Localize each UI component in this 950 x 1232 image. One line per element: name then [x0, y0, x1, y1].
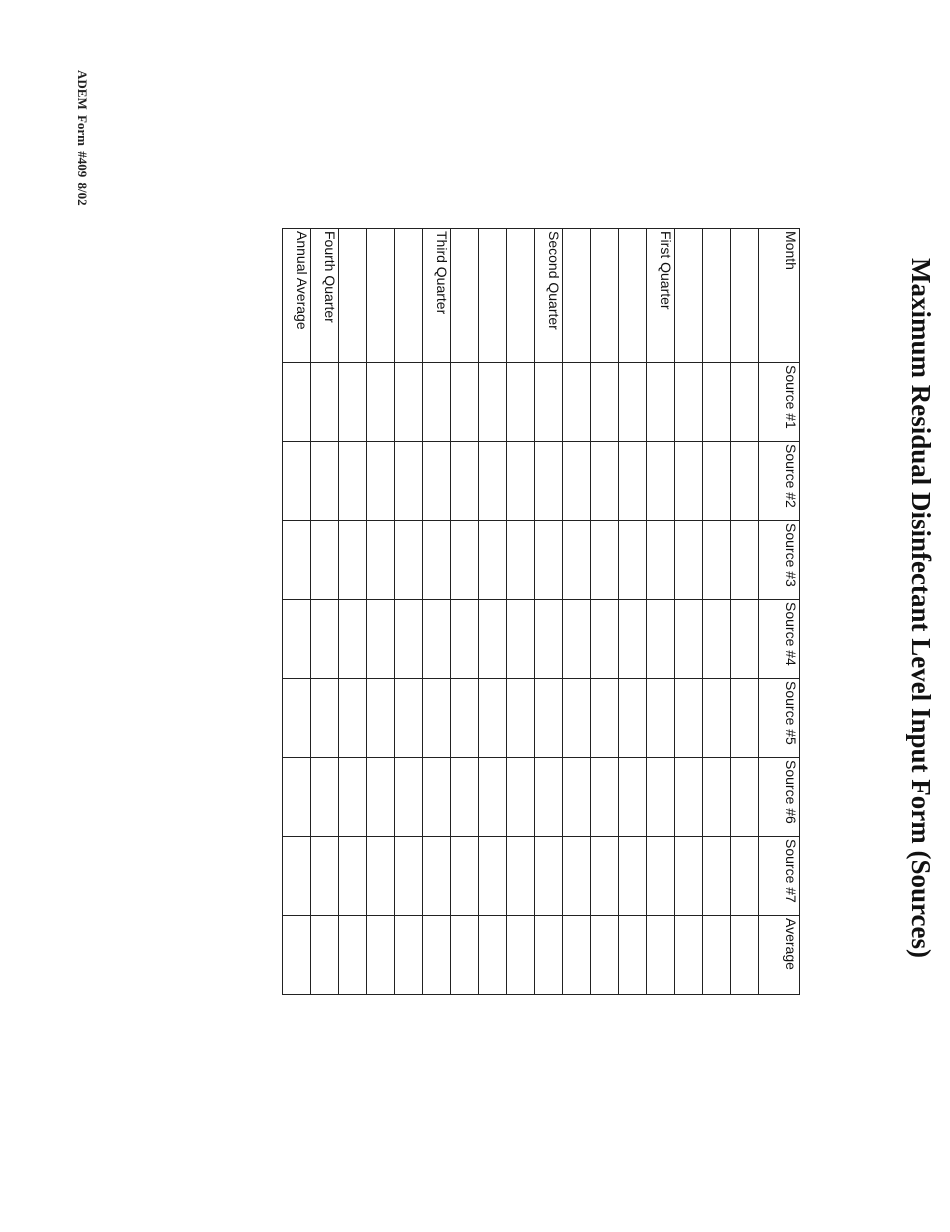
- input-cell[interactable]: [563, 442, 591, 521]
- input-cell[interactable]: [451, 363, 479, 442]
- input-cell[interactable]: [591, 679, 619, 758]
- input-cell[interactable]: [703, 916, 731, 995]
- input-cell[interactable]: [619, 837, 647, 916]
- column-header: Source #7: [759, 837, 800, 916]
- input-cell[interactable]: [311, 600, 339, 679]
- input-cell[interactable]: [647, 600, 675, 679]
- input-cell[interactable]: [619, 758, 647, 837]
- table-row: [423, 229, 451, 995]
- input-cell[interactable]: [479, 758, 507, 837]
- input-cell[interactable]: [563, 916, 591, 995]
- input-cell[interactable]: [283, 916, 311, 995]
- column-header: Average: [759, 916, 800, 995]
- input-cell[interactable]: [479, 837, 507, 916]
- input-cell[interactable]: [395, 837, 423, 916]
- input-cell[interactable]: [591, 363, 619, 442]
- input-cell[interactable]: [731, 521, 759, 600]
- row-label: [703, 229, 731, 363]
- input-cell[interactable]: [535, 916, 563, 995]
- input-cell[interactable]: [367, 600, 395, 679]
- input-cell[interactable]: [451, 679, 479, 758]
- input-cell[interactable]: [451, 442, 479, 521]
- input-cell[interactable]: [283, 837, 311, 916]
- input-cell[interactable]: [451, 600, 479, 679]
- row-label: [563, 229, 591, 363]
- input-cell[interactable]: [507, 916, 535, 995]
- input-cell[interactable]: [395, 600, 423, 679]
- input-cell[interactable]: [423, 442, 451, 521]
- input-cell[interactable]: [563, 679, 591, 758]
- input-cell[interactable]: [311, 837, 339, 916]
- input-cell[interactable]: [395, 758, 423, 837]
- input-cell[interactable]: [675, 600, 703, 679]
- input-cell[interactable]: [283, 758, 311, 837]
- table-row: [619, 229, 647, 995]
- input-cell[interactable]: [395, 679, 423, 758]
- column-header: Source #1: [759, 363, 800, 442]
- input-cell[interactable]: [675, 442, 703, 521]
- table-row: [591, 229, 619, 995]
- input-cell[interactable]: [395, 363, 423, 442]
- input-cell[interactable]: [647, 758, 675, 837]
- input-cell[interactable]: [339, 521, 367, 600]
- input-cell[interactable]: [591, 758, 619, 837]
- input-cell[interactable]: [339, 679, 367, 758]
- input-cell[interactable]: [675, 837, 703, 916]
- input-cell[interactable]: [703, 521, 731, 600]
- input-cell[interactable]: [619, 916, 647, 995]
- input-cell[interactable]: [507, 521, 535, 600]
- input-cell[interactable]: [563, 837, 591, 916]
- row-label: [339, 229, 367, 363]
- row-label: [731, 229, 759, 363]
- input-cell[interactable]: [731, 442, 759, 521]
- input-cell[interactable]: [507, 679, 535, 758]
- input-cell[interactable]: [283, 600, 311, 679]
- table-row: [507, 229, 535, 995]
- header-row: [759, 229, 800, 995]
- input-cell[interactable]: [367, 916, 395, 995]
- input-cell[interactable]: [479, 600, 507, 679]
- input-table: [282, 228, 800, 995]
- input-cell[interactable]: [367, 679, 395, 758]
- input-cell[interactable]: [451, 758, 479, 837]
- table-row: [339, 229, 367, 995]
- input-cell[interactable]: [451, 916, 479, 995]
- input-cell[interactable]: [339, 442, 367, 521]
- input-cell[interactable]: [535, 758, 563, 837]
- input-cell[interactable]: [339, 600, 367, 679]
- input-cell[interactable]: [619, 442, 647, 521]
- input-cell[interactable]: [731, 837, 759, 916]
- input-cell[interactable]: [395, 442, 423, 521]
- input-cell[interactable]: [703, 837, 731, 916]
- input-cell[interactable]: [647, 837, 675, 916]
- input-cell[interactable]: [507, 363, 535, 442]
- input-cell[interactable]: [479, 916, 507, 995]
- input-cell[interactable]: [423, 600, 451, 679]
- row-label: [507, 229, 535, 363]
- input-cell[interactable]: [423, 679, 451, 758]
- input-cell[interactable]: [647, 521, 675, 600]
- input-cell[interactable]: [703, 679, 731, 758]
- input-cell[interactable]: [703, 600, 731, 679]
- row-label: [675, 229, 703, 363]
- input-cell[interactable]: [731, 363, 759, 442]
- column-header: Month: [759, 229, 800, 363]
- input-cell[interactable]: [507, 837, 535, 916]
- input-cell[interactable]: [535, 363, 563, 442]
- row-label: [367, 229, 395, 363]
- input-cell[interactable]: [479, 442, 507, 521]
- input-cell[interactable]: [619, 679, 647, 758]
- column-header: Source #4: [759, 600, 800, 679]
- input-cell[interactable]: [535, 442, 563, 521]
- input-cell[interactable]: [535, 837, 563, 916]
- input-cell[interactable]: [591, 837, 619, 916]
- input-cell[interactable]: [591, 600, 619, 679]
- row-label: [591, 229, 619, 363]
- input-cell[interactable]: [367, 837, 395, 916]
- input-cell[interactable]: [675, 521, 703, 600]
- row-label: [479, 229, 507, 363]
- input-cell[interactable]: [311, 442, 339, 521]
- column-header: Source #2: [759, 442, 800, 521]
- input-cell[interactable]: [563, 521, 591, 600]
- input-cell[interactable]: [731, 600, 759, 679]
- input-cell[interactable]: [283, 679, 311, 758]
- input-cell[interactable]: [367, 521, 395, 600]
- table-row: [283, 229, 311, 995]
- table-row: [395, 229, 423, 995]
- input-cell[interactable]: [311, 916, 339, 995]
- input-cell[interactable]: [395, 521, 423, 600]
- row-label: Annual Average: [283, 229, 311, 363]
- input-cell[interactable]: [479, 363, 507, 442]
- input-cell[interactable]: [731, 679, 759, 758]
- column-header: Source #3: [759, 521, 800, 600]
- row-label: [451, 229, 479, 363]
- input-cell[interactable]: [731, 758, 759, 837]
- input-cell[interactable]: [507, 758, 535, 837]
- input-cell[interactable]: [283, 442, 311, 521]
- input-cell[interactable]: [311, 363, 339, 442]
- input-cell[interactable]: [479, 679, 507, 758]
- input-cell[interactable]: [339, 363, 367, 442]
- row-label: [619, 229, 647, 363]
- table-row: [367, 229, 395, 995]
- input-cell[interactable]: [311, 521, 339, 600]
- input-cell[interactable]: [311, 758, 339, 837]
- input-cell[interactable]: [507, 600, 535, 679]
- form-title: Maximum Residual Disinfectant Level Input Form (Sources): [906, 258, 936, 958]
- table-row: [451, 229, 479, 995]
- input-cell[interactable]: [675, 679, 703, 758]
- input-cell[interactable]: [703, 758, 731, 837]
- input-cell[interactable]: [591, 442, 619, 521]
- column-header: Source #6: [759, 758, 800, 837]
- input-cell[interactable]: [535, 600, 563, 679]
- input-cell[interactable]: [423, 837, 451, 916]
- input-cell[interactable]: [535, 521, 563, 600]
- input-cell[interactable]: [339, 916, 367, 995]
- input-cell[interactable]: [451, 521, 479, 600]
- input-cell[interactable]: [619, 600, 647, 679]
- input-cell[interactable]: [647, 442, 675, 521]
- row-label: Fourth Quarter: [311, 229, 339, 363]
- input-cell[interactable]: [451, 837, 479, 916]
- table-row: [675, 229, 703, 995]
- input-cell[interactable]: [591, 916, 619, 995]
- input-cell[interactable]: [619, 363, 647, 442]
- input-cell[interactable]: [423, 363, 451, 442]
- input-cell[interactable]: [339, 837, 367, 916]
- row-label: [395, 229, 423, 363]
- column-header: Source #5: [759, 679, 800, 758]
- input-cell[interactable]: [423, 758, 451, 837]
- input-cell[interactable]: [563, 758, 591, 837]
- input-cell[interactable]: [423, 916, 451, 995]
- row-label: Second Quarter: [535, 229, 563, 363]
- input-cell[interactable]: [283, 521, 311, 600]
- input-cell[interactable]: [619, 521, 647, 600]
- table-row: [311, 229, 339, 995]
- row-label: Third Quarter: [423, 229, 451, 363]
- input-cell[interactable]: [367, 363, 395, 442]
- input-cell[interactable]: [283, 363, 311, 442]
- input-cell[interactable]: [647, 363, 675, 442]
- input-cell[interactable]: [731, 916, 759, 995]
- input-cell[interactable]: [703, 442, 731, 521]
- input-cell[interactable]: [647, 679, 675, 758]
- input-cell[interactable]: [703, 363, 731, 442]
- input-cell[interactable]: [339, 758, 367, 837]
- form-number: ADEM Form #409 8/02: [75, 70, 90, 206]
- input-cell[interactable]: [507, 442, 535, 521]
- input-cell[interactable]: [311, 679, 339, 758]
- input-cell[interactable]: [563, 600, 591, 679]
- input-cell[interactable]: [675, 363, 703, 442]
- table-row: [731, 229, 759, 995]
- input-cell[interactable]: [479, 521, 507, 600]
- input-cell[interactable]: [423, 521, 451, 600]
- table-row: [563, 229, 591, 995]
- input-cell[interactable]: [563, 363, 591, 442]
- input-cell[interactable]: [675, 758, 703, 837]
- row-label: First Quarter: [647, 229, 675, 363]
- input-cell[interactable]: [395, 916, 423, 995]
- table-row: [479, 229, 507, 995]
- input-cell[interactable]: [367, 758, 395, 837]
- table-row: [703, 229, 731, 995]
- table-row: [647, 229, 675, 995]
- input-cell[interactable]: [535, 679, 563, 758]
- input-cell[interactable]: [367, 442, 395, 521]
- input-cell[interactable]: [591, 521, 619, 600]
- input-cell[interactable]: [647, 916, 675, 995]
- input-cell[interactable]: [675, 916, 703, 995]
- table-row: [535, 229, 563, 995]
